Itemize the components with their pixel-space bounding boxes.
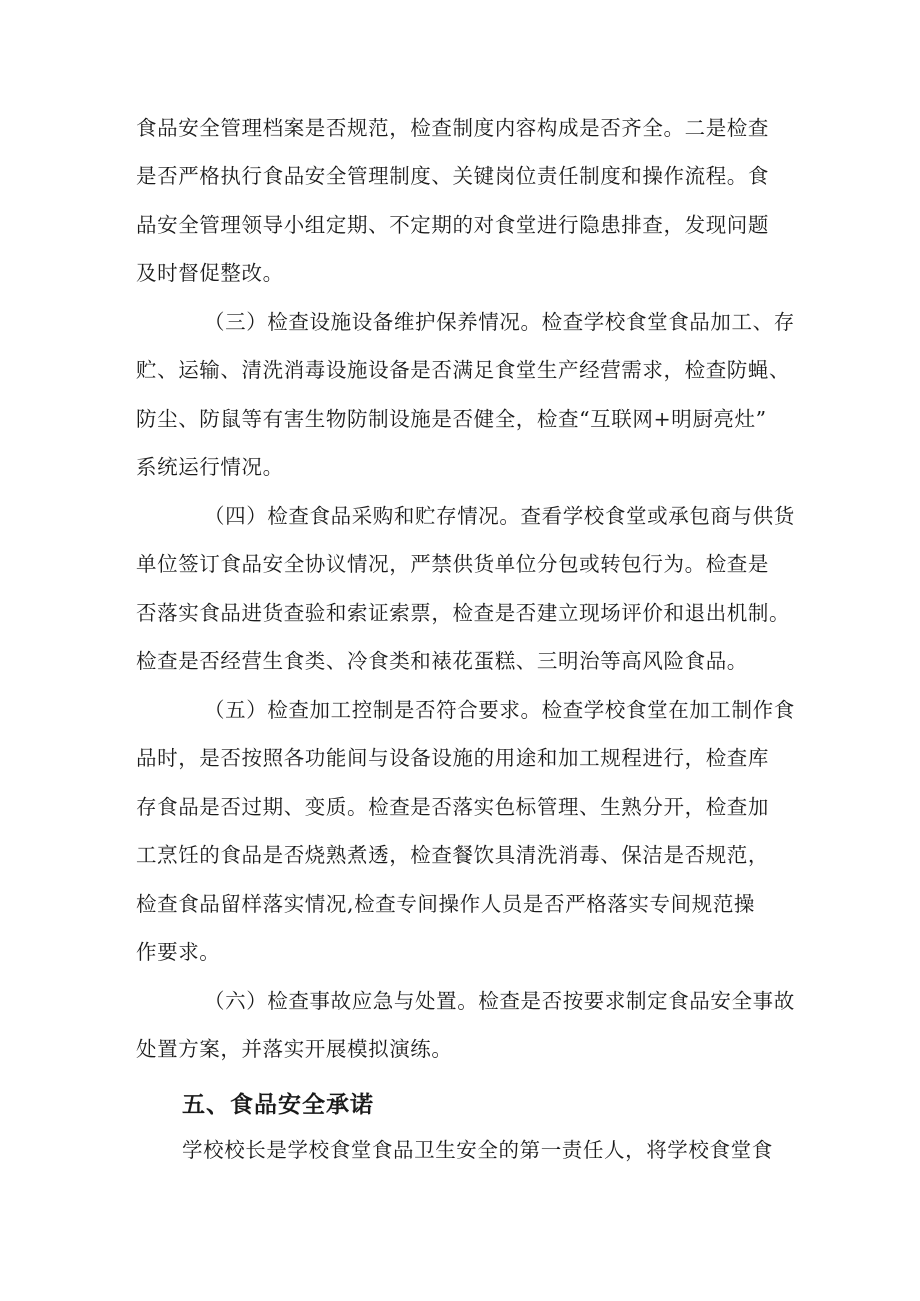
paragraph-safety-commitment [136, 1126, 806, 1174]
text-line: （六）检查事故应急与处置。检查是否按要求制定食品安全事故 [204, 989, 795, 1013]
text-line: 单位签订食品安全协议情况，严禁供货单位分包或转包行为。检查是 [136, 552, 769, 577]
section-heading: 五、食品安全承诺 [182, 1092, 374, 1118]
text-line: 系统运行情况。 [136, 455, 284, 480]
text-line: 检查是否经营生食类、冷食类和裱花蛋糕、三明治等高风险食品。 [136, 649, 748, 674]
text-line: 学校校长是学校食堂食品卫生安全的第一责任人，将学校食堂食 [182, 1138, 773, 1162]
paragraph-emergency-response [136, 977, 806, 1074]
text-line: （三）检查设施设备维护保养情况。检查学校食堂食品加工、存 [204, 310, 795, 334]
paragraph-facility-maintenance [136, 298, 806, 492]
text-line: 工烹饪的食品是否烧熟煮透，检查餐饮具清洗消毒、保洁是否规范， [136, 843, 769, 868]
text-line: 检查食品留样落实情况,检查专间操作人员是否严格落实专间规范操 [136, 891, 756, 916]
text-line: 品安全管理领导小组定期、不定期的对食堂进行隐患排查，发现问题 [136, 212, 769, 237]
text-line: （五）检查加工控制是否符合要求。检查学校食堂在加工制作食 [204, 698, 795, 722]
text-line: （四）检查食品采购和贮存情况。查看学校食堂或承包商与供货 [204, 504, 795, 528]
text-line: 食品安全管理档案是否规范，检查制度内容构成是否齐全。二是检查 [136, 116, 769, 140]
text-line: 处置方案，并落实开展模拟演练。 [136, 1037, 453, 1062]
paragraph-processing-control [136, 686, 806, 976]
text-line: 贮、运输、清洗消毒设施设备是否满足食堂生产经营需求，检查防蝇、 [136, 358, 791, 383]
paragraph-management-archive [136, 104, 806, 298]
text-line: 及时督促整改。 [136, 261, 284, 286]
text-line: 否落实食品进货查验和索证索票，检查是否建立现场评价和退出机制。 [136, 600, 791, 625]
text-line: 作要求。 [136, 939, 221, 964]
text-line: 存食品是否过期、变质。检查是否落实色标管理、生熟分开，检查加 [136, 794, 769, 819]
text-line: 防尘、防鼠等有害生物防制设施是否健全，检查“互联网+明厨亮灶” [136, 406, 767, 431]
paragraph-procurement-storage [136, 492, 806, 686]
text-line: 是否严格执行食品安全管理制度、关键岗位责任制度和操作流程。食 [136, 164, 769, 189]
text-line: 品时，是否按照各功能间与设备设施的用途和加工规程进行，检查库 [136, 746, 769, 771]
